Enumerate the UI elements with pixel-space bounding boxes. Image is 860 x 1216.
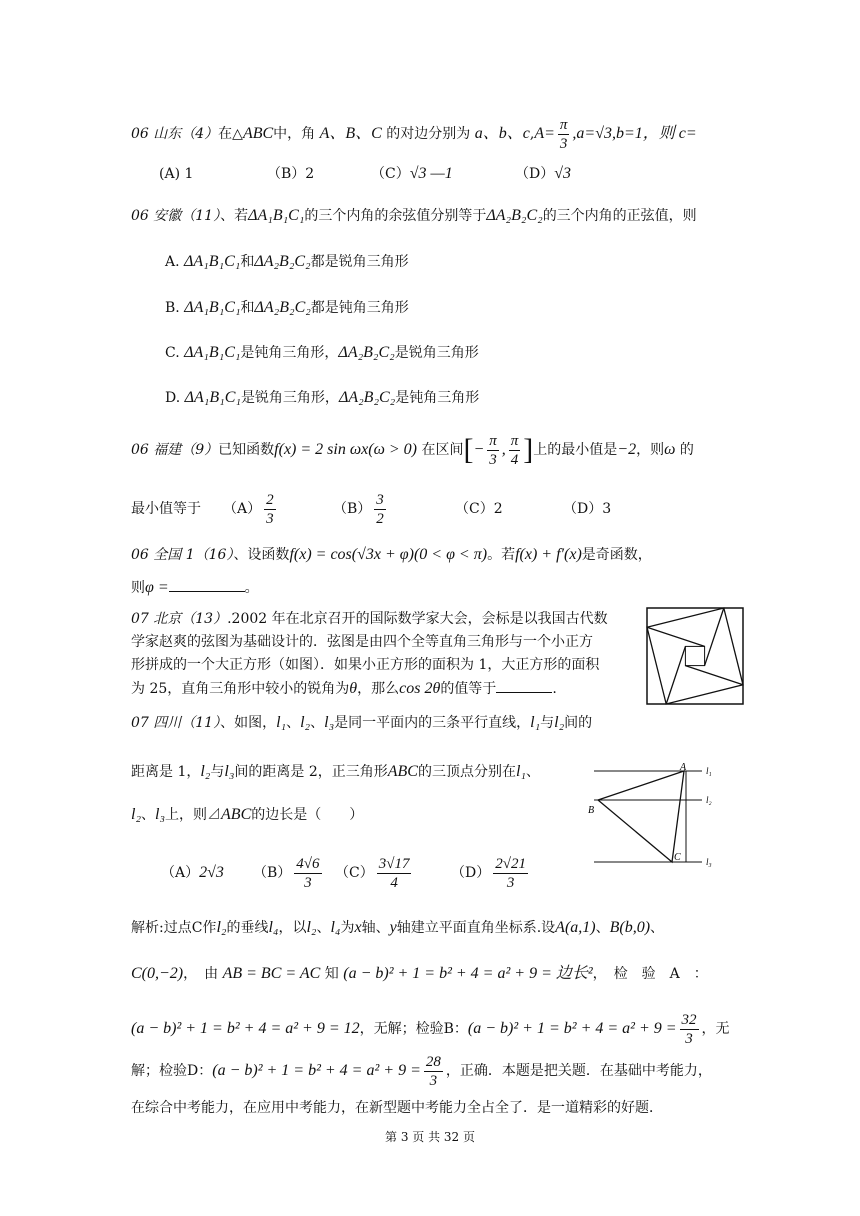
q1-option-d <box>515 164 571 184</box>
q3-option-a-label: （A） <box>223 501 262 517</box>
solution-line-4 <box>131 1049 712 1093</box>
q3-option-b-frac <box>374 491 386 528</box>
q3-comma: , <box>501 441 506 458</box>
q6-line2-b: 与 <box>210 764 225 780</box>
sol-frac-32-num: 32 <box>681 1011 697 1028</box>
q3-option-d: （D）3 <box>563 501 612 517</box>
q6-line2-d: 的三顶点分别在 <box>417 764 516 780</box>
sol-point-C: C(0,−2) <box>131 965 184 982</box>
q1-option-d-value: √3 <box>554 165 572 182</box>
q1-option-a: (A) 1 <box>159 166 194 182</box>
q4-line2-b: 。 <box>244 580 259 596</box>
q5-line-1 <box>131 608 641 631</box>
q6-l2-a: l₂ <box>300 714 311 731</box>
q3-option-a <box>223 487 333 531</box>
q2-stem <box>131 206 697 226</box>
sol-frac-28-den: 3 <box>429 1072 438 1089</box>
q3-frac-2 <box>509 432 521 469</box>
q3-line2: 最小值等于 <box>131 501 201 517</box>
page-footer: 第 3 页 共 32 页 <box>385 1130 475 1144</box>
sol-text-e: 为 <box>340 920 355 936</box>
q5-cos: cos 2θ <box>399 680 441 697</box>
q1-text-d: , <box>529 126 535 142</box>
q2-option-d-end: 是钝角三角形 <box>395 390 480 406</box>
q6-option-b-den: 3 <box>304 874 312 891</box>
q1-b-eq: ,b=1，则 c= <box>612 125 697 142</box>
q6-label-A: A <box>680 762 687 773</box>
q2-option-c-mid: 是钝角三角形， <box>240 345 339 361</box>
q5-line-4-a: 为 25，直角三角形中较小的锐角为 <box>131 681 350 697</box>
q1-frac-num: π <box>559 116 568 133</box>
q3-option-b-label: （B） <box>333 501 372 517</box>
q1-text-a: 在△ <box>218 126 243 142</box>
q6-option-c <box>335 851 451 895</box>
q3-text-d: ，则 <box>636 442 665 458</box>
q2-option-c-end: 是锐角三角形 <box>394 345 479 361</box>
q2-option-d-mid: 是锐角三角形， <box>240 390 339 406</box>
q2-option-b <box>165 298 409 318</box>
q5-outer-square <box>647 608 743 704</box>
q6-option-d-label: （D） <box>451 865 491 881</box>
sol-line2-c: ， 检 验 A ： <box>592 966 708 982</box>
q2-text-b: 的三个内角的余弦值分别等于 <box>304 208 487 224</box>
q3-stem <box>131 428 694 472</box>
sol-sep-2: 、 <box>650 920 665 936</box>
q4-answer-blank <box>169 577 245 592</box>
q6-line3-c: 的边长是（ ） <box>251 807 364 823</box>
q3-min-value: −2 <box>617 441 637 458</box>
sol-text-c: ，以 <box>278 920 307 936</box>
q2-option-a-end: 都是锐角三角形 <box>310 254 409 270</box>
q6-line-1 <box>131 713 592 733</box>
q5-theta: θ <box>349 680 358 697</box>
q5-inner-square <box>647 608 743 704</box>
q3-frac-1-den: 3 <box>489 451 497 468</box>
q6-option-a-label: （A） <box>161 865 200 881</box>
sol-y: y <box>389 919 397 936</box>
sol-text-a: 解析:过点C作 <box>131 920 217 936</box>
q3-option-b <box>333 487 455 531</box>
q3-text-e: 的 <box>679 442 694 458</box>
q2-option-c-tri2: ΔA₂B₂C₂ <box>338 344 395 361</box>
solution-line-5: 在综合中考能力，在应用中考能力，在新型题中考能力全占全了．是一道精彩的好题． <box>131 1100 663 1116</box>
q6-label-l2: l₂ <box>706 795 712 805</box>
q2-option-b-tri1: ΔA₁B₁C₁ <box>184 299 241 316</box>
q4-line2 <box>131 577 259 598</box>
q3-option-b-num: 3 <box>376 491 384 508</box>
q1-vars: A、B、C <box>319 125 382 142</box>
q5-answer-blank <box>496 678 552 693</box>
q1-option-c <box>371 164 515 184</box>
solution-line-2 <box>131 964 708 984</box>
q6-option-b-frac <box>294 855 321 892</box>
sol-line2-a: ， 由 <box>183 966 219 982</box>
q6-option-d-den: 3 <box>506 874 515 891</box>
q6-l2-b: l₂ <box>554 714 565 731</box>
q3-option-a-den: 3 <box>266 510 274 527</box>
q2-option-a <box>165 252 409 272</box>
q3-text-b: 在区间 <box>421 442 464 458</box>
q4-line2-a: 则 <box>131 580 145 596</box>
q1-option-c-value: √3 —1 <box>409 165 453 182</box>
q4-phi: φ = <box>145 579 169 596</box>
sol-eq-3: (a − b)² + 1 = b² + 4 = a² + 9 = <box>467 1020 677 1037</box>
q1-sides: a、b、c <box>474 125 530 142</box>
q6-line2-l2: l₂ <box>200 763 211 780</box>
sol-l2-b: l₂ <box>306 919 317 936</box>
q6-line3-l2: l₂ <box>131 806 142 823</box>
q1-option-c-label: （C） <box>371 166 410 182</box>
q6-option-c-frac <box>377 855 412 892</box>
sol-line3-b: ，无 <box>701 1021 730 1037</box>
q1-abc: ABC <box>242 125 274 142</box>
sol-frac-28-num: 28 <box>425 1053 441 1070</box>
q1-option-b: （B）2 <box>267 166 315 182</box>
q5-line-4-d: . <box>552 681 557 697</box>
q5-line-4-c: 的值等于 <box>440 681 497 697</box>
sol-line4-b: ，正确．本题是把关题．在基础中考能力， <box>445 1063 712 1079</box>
q5-line-4 <box>131 677 641 701</box>
q3-text-c: 上的最小值是 <box>533 442 618 458</box>
sol-l2: l₂ <box>216 919 227 936</box>
q3-frac-2-num: π <box>510 432 519 449</box>
q6-text-b: 是同一平面内的三条平行直线， <box>334 715 531 731</box>
q3-frac-1-num: π <box>489 432 497 449</box>
q6-option-d <box>451 851 531 895</box>
q4-text-b: 。若 <box>487 547 516 563</box>
q6-figure <box>584 760 724 876</box>
q6-option-b-num: 4√6 <box>296 855 320 872</box>
q2-option-b-tri2: ΔA₂B₂C₂ <box>254 299 311 316</box>
q3-text-a: 已知函数 <box>218 442 275 458</box>
q2-text-c: 的三个内角的正弦值，则 <box>542 208 697 224</box>
sol-eq-1: (a − b)² + 1 = b² + 4 = a² + 9 = 边长² <box>343 965 593 982</box>
q6-l3-a: l₃ <box>324 714 335 731</box>
q4-expression: f(x) + f′(x) <box>515 546 582 563</box>
q2-option-d <box>165 388 479 408</box>
q6-line-3 <box>131 805 363 825</box>
sol-frac-32-den: 3 <box>685 1030 693 1047</box>
q6-option-d-num: 2√21 <box>495 855 526 872</box>
sol-point-A: A(a,1) <box>555 919 596 936</box>
q6-line3-b: 上，则⊿ <box>165 807 222 823</box>
q6-label-C: C <box>674 852 681 863</box>
q3-neg: − <box>473 441 485 458</box>
q5-leg-3 <box>685 666 743 685</box>
sol-point-B: B(b,0) <box>609 919 651 936</box>
sol-sep-1: 、 <box>595 920 610 936</box>
q6-l1-b: l₁ <box>530 714 541 731</box>
sol-frac-32 <box>680 1011 699 1048</box>
q6-line2-abc: ABC <box>387 763 418 780</box>
q6-option-a <box>161 851 253 895</box>
sol-text-f: 轴、 <box>361 920 390 936</box>
q2-triangle-1: ΔA₁B₁C₁ <box>248 207 305 224</box>
solution-line-3 <box>131 1007 730 1051</box>
q3-options <box>131 487 611 531</box>
q5-leg-1 <box>647 627 705 646</box>
q4-text-c: 是奇函数， <box>581 547 652 563</box>
q3-omega: ω <box>664 441 676 458</box>
solution-line-1 <box>131 918 664 938</box>
q6-label-B: B <box>588 805 595 816</box>
q6-sep-2: 、 <box>310 715 325 731</box>
q6-option-c-label: （C） <box>335 865 374 881</box>
q5-small-square <box>685 646 704 665</box>
q6-source: 07 四川（11） <box>131 715 221 731</box>
q5-line-1-text: .2002 年在北京召开的国际数学家大会，会标是以我国古代数 <box>227 611 608 627</box>
q6-label-l1: l₁ <box>706 766 712 776</box>
sol-text-g: 轴建立平面直角坐标系.设 <box>396 920 556 936</box>
q6-line-2 <box>131 762 540 782</box>
q4-function: f(x) = cos(√3x + φ)(0 < φ < π) <box>289 546 488 563</box>
q1-text-b: 中，角 <box>273 126 320 142</box>
q2-triangle-2: ΔA₂B₂C₂ <box>486 207 543 224</box>
sol-line2-b: 知 <box>324 966 339 982</box>
q6-line2-a: 距离是 1， <box>131 764 201 780</box>
q5-line-3: 形拼成的一个大正方形（如图）．如果小正方形的面积为 1，大正方形的面积 <box>131 657 600 673</box>
q3-option-b-den: 2 <box>376 510 384 527</box>
q1-source: 06 山东（4） <box>131 126 219 142</box>
q2-source: 06 安徽（11） <box>131 208 221 224</box>
sol-eq-4: (a − b)² + 1 = b² + 4 = a² + 9 = <box>212 1062 421 1079</box>
q3-option-c: （C）2 <box>455 501 503 517</box>
q3-frac-1 <box>487 432 499 469</box>
q6-line2-sep: 、 <box>525 764 540 780</box>
q6-line2-c: 间的距离是 2，正三角形 <box>234 764 388 780</box>
q1-text-c: 的对边分别为 <box>381 126 475 142</box>
q6-triangle <box>598 771 684 862</box>
q3-function: f(x) = 2 sin ωx(ω > 0) <box>274 441 417 458</box>
q2-option-b-end: 都是钝角三角形 <box>310 300 409 316</box>
q6-l1-a: l₁ <box>276 714 287 731</box>
q6-option-b-label: （B） <box>253 865 292 881</box>
q2-option-c-label: C. <box>165 345 180 361</box>
q6-line3-l3: l₃ <box>155 806 166 823</box>
q5-figure <box>646 607 744 705</box>
sol-frac-28 <box>424 1053 443 1090</box>
q6-line2-l1: l₁ <box>515 763 526 780</box>
q6-line3-sep: 、 <box>141 807 156 823</box>
q6-text-d: 间的 <box>564 715 593 731</box>
q2-option-a-tri2: ΔA₂B₂C₂ <box>254 253 311 270</box>
q1-stem <box>131 112 697 156</box>
q2-option-b-mid: 和 <box>240 300 255 316</box>
q1-sqrt3: √3 <box>595 125 612 142</box>
sol-x: x <box>354 919 362 936</box>
q5-leg-4 <box>666 646 685 704</box>
q6-line2-l3: l₃ <box>224 763 235 780</box>
q6-sep-1: 、 <box>286 715 301 731</box>
sol-l4-b: l₄ <box>330 919 341 936</box>
q5-paragraph <box>131 608 641 701</box>
q2-option-c-tri1: ΔA₁B₁C₁ <box>184 344 241 361</box>
q6-text-a: 、如图， <box>220 715 277 731</box>
sol-line4-a: 解；检验D： <box>131 1063 213 1079</box>
sol-text-d: 、 <box>316 920 331 936</box>
sol-eq-2: (a − b)² + 1 = b² + 4 = a² + 9 = 12 <box>131 1020 360 1037</box>
q6-option-b <box>253 851 335 895</box>
q6-option-c-num: 3√17 <box>378 855 410 872</box>
q3-bracket-open: [ <box>463 433 474 466</box>
q4-stem <box>131 545 652 565</box>
q3-option-a-frac <box>264 491 276 528</box>
q5-leg-2 <box>705 608 724 666</box>
q1-option-d-label: （D） <box>515 166 555 182</box>
q2-option-d-tri1: ΔA₁B₁C₁ <box>184 389 241 406</box>
q3-bracket-close: ] <box>523 433 534 466</box>
q6-option-d-frac <box>493 855 528 892</box>
q2-option-d-label: D. <box>165 390 181 406</box>
q2-option-a-mid: 和 <box>240 254 255 270</box>
q2-option-a-label: A. <box>165 254 180 270</box>
q5-line-2: 学家赵爽的弦图为基础设计的．弦图是由四个全等直角三角形与一个小正方 <box>131 634 593 650</box>
q2-option-d-tri2: ΔA₂B₂C₂ <box>338 389 396 406</box>
q1-options <box>159 164 571 184</box>
q6-options <box>161 851 531 895</box>
q6-option-c-den: 4 <box>390 874 398 891</box>
q6-label-l3: l₃ <box>706 857 712 867</box>
q5-line-4-b: ，那么 <box>357 681 400 697</box>
q1-A-eq: A= <box>534 125 555 142</box>
q2-option-c <box>165 343 479 363</box>
q5-source: 07 北京（13） <box>131 611 228 627</box>
q4-text-a: 、设函数 <box>233 547 290 563</box>
q6-line3-abc: ABC <box>221 806 252 823</box>
q2-option-b-label: B. <box>165 300 180 316</box>
q1-a-eq: ,a= <box>572 125 596 142</box>
sol-text-b: 的垂线 <box>226 920 269 936</box>
q3-option-a-num: 2 <box>266 491 274 508</box>
q1-frac-den: 3 <box>559 135 568 152</box>
q6-option-a-value: 2√3 <box>199 864 224 881</box>
q3-source: 06 福建（9） <box>131 442 219 458</box>
sol-l4: l₄ <box>268 919 279 936</box>
q2-text-a: 、若 <box>220 208 249 224</box>
sol-equalities: AB = BC = AC <box>222 965 321 982</box>
sol-line3-a: ，无解；检验B： <box>359 1021 468 1037</box>
q4-source: 06 全国 1（16） <box>131 547 234 563</box>
q3-frac-2-den: 4 <box>510 451 519 468</box>
q2-option-a-tri1: ΔA₁B₁C₁ <box>184 253 241 270</box>
q1-fraction <box>558 116 570 153</box>
q6-text-c: 与 <box>540 715 555 731</box>
